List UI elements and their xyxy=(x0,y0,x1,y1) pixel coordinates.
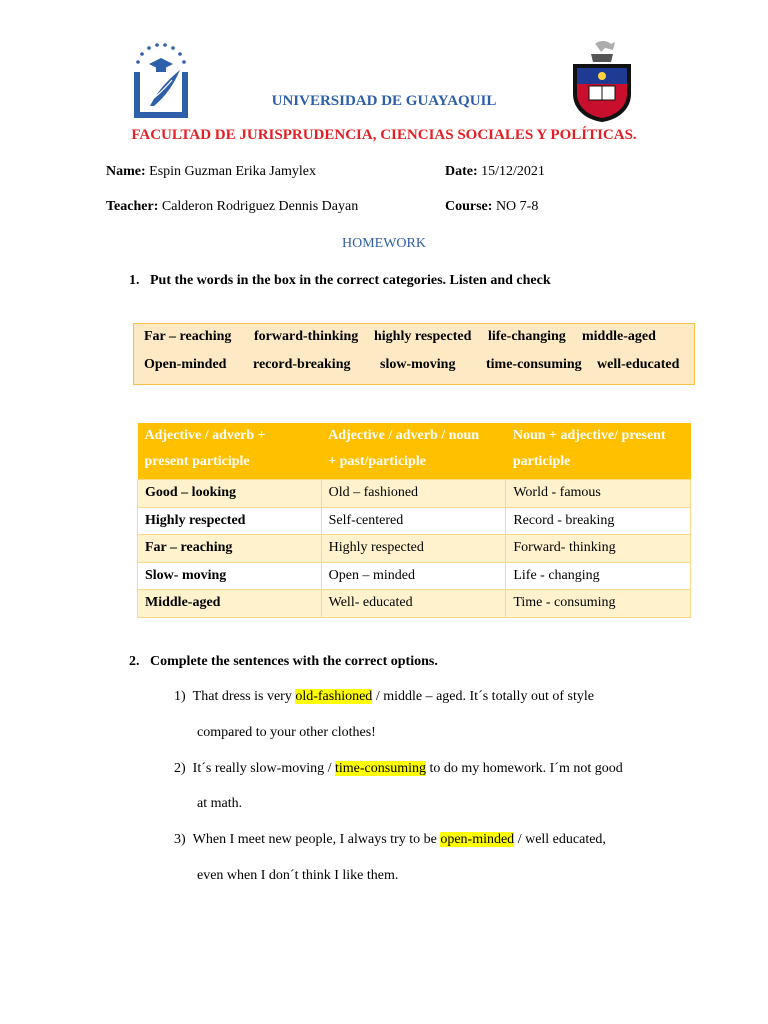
sentence-text: to do my homework. I´m not good xyxy=(425,761,623,776)
table-cell: Highly respected xyxy=(138,507,322,535)
sentence-3-continuation: even when I don´t think I like them. xyxy=(197,868,399,883)
sentence-text: / middle – aged. It´s totally out of style xyxy=(372,689,594,704)
highlighted-answer: old-fashioned xyxy=(295,689,373,704)
course-value: NO 7-8 xyxy=(495,199,539,214)
table-row xyxy=(138,562,691,590)
table-header-row xyxy=(138,423,691,480)
table-cell: Record - breaking xyxy=(506,507,691,535)
sentence-number: 1) xyxy=(174,689,186,704)
sentence-2 xyxy=(174,761,623,777)
table-cell: Time - consuming xyxy=(506,590,691,618)
sentence-text: When I meet new people, I always try to be xyxy=(192,832,441,847)
sentence-number: 3) xyxy=(174,832,186,847)
column-header-line: Adjective / adverb / noun xyxy=(328,428,480,443)
name-label: Name: xyxy=(106,164,146,179)
table-cell: Good – looking xyxy=(138,480,322,508)
word-item: highly respected xyxy=(374,329,472,344)
sentence-number: 2) xyxy=(174,761,186,776)
course-line xyxy=(445,199,538,215)
exercise1-instruction: 1. Put the words in the box in the correct categories. Listen and check xyxy=(129,273,551,288)
teacher-value: Calderon Rodriguez Dennis Dayan xyxy=(161,199,359,214)
column-header-line: + past/participle xyxy=(328,454,426,469)
faculty-coat-of-arms xyxy=(569,38,635,124)
table-cell: Forward- thinking xyxy=(506,535,691,563)
column-header-line: Noun + adjective/ present xyxy=(512,428,666,443)
table-row xyxy=(138,507,691,535)
word-item: well-educated xyxy=(597,357,680,372)
faculty-name: FACULTAD DE JURISPRUDENCIA, CIENCIAS SOCIALES Y POLÍTICAS. xyxy=(131,127,637,143)
date-line xyxy=(445,164,545,180)
exercise2-instruction: 2. Complete the sentences with the correct options. xyxy=(129,654,438,669)
date-label: Date: xyxy=(445,164,478,179)
student-name-line xyxy=(106,164,316,180)
word-item: forward-thinking xyxy=(254,329,359,344)
word-item: middle-aged xyxy=(582,329,656,344)
university-name: UNIVERSIDAD DE GUAYAQUIL xyxy=(271,93,497,109)
column-header-line: present participle xyxy=(144,454,250,469)
table-cell: Well- educated xyxy=(321,590,506,618)
word-item: Open-minded xyxy=(144,357,227,372)
table-row xyxy=(138,590,691,618)
word-item: Far – reaching xyxy=(144,329,232,344)
name-value: Espin Guzman Erika Jamylex xyxy=(149,164,316,179)
sentence-3 xyxy=(174,832,606,848)
column-header-line: Adjective / adverb + xyxy=(144,428,266,443)
table-row xyxy=(138,480,691,508)
table-cell: Far – reaching xyxy=(138,535,322,563)
table-cell: Highly respected xyxy=(321,535,506,563)
sentence-1-continuation: compared to your other clothes! xyxy=(197,725,376,740)
table-cell: Life - changing xyxy=(506,562,691,590)
word-item: slow-moving xyxy=(380,357,456,372)
column-header xyxy=(138,423,322,480)
highlighted-answer: open-minded xyxy=(440,832,515,847)
word-item: record-breaking xyxy=(253,357,351,372)
highlighted-answer: time-consuming xyxy=(334,761,426,776)
table-row xyxy=(138,535,691,563)
column-header xyxy=(321,423,506,480)
word-box xyxy=(133,323,695,385)
homework-title: HOMEWORK xyxy=(342,236,426,251)
sentence-text: / well educated, xyxy=(514,832,606,847)
table-cell: Self-centered xyxy=(321,507,506,535)
table-cell: Old – fashioned xyxy=(321,480,506,508)
teacher-label: Teacher: xyxy=(106,199,159,214)
sentence-2-continuation: at math. xyxy=(197,796,243,811)
table-cell: Open – minded xyxy=(321,562,506,590)
word-item: life-changing xyxy=(488,329,566,344)
course-label: Course: xyxy=(445,199,493,214)
column-header xyxy=(506,423,691,480)
date-value: 15/12/2021 xyxy=(481,164,545,179)
teacher-line xyxy=(106,199,358,215)
column-header-line: participle xyxy=(512,454,571,469)
sentence-text: It´s really slow-moving / xyxy=(192,761,335,776)
table-cell: Slow- moving xyxy=(138,562,322,590)
table-cell: Middle-aged xyxy=(138,590,322,618)
table-cell: World - famous xyxy=(506,480,691,508)
word-item: time-consuming xyxy=(486,357,582,372)
sentence-text: That dress is very xyxy=(192,689,296,704)
category-table xyxy=(137,423,691,618)
sentence-1 xyxy=(174,689,594,705)
